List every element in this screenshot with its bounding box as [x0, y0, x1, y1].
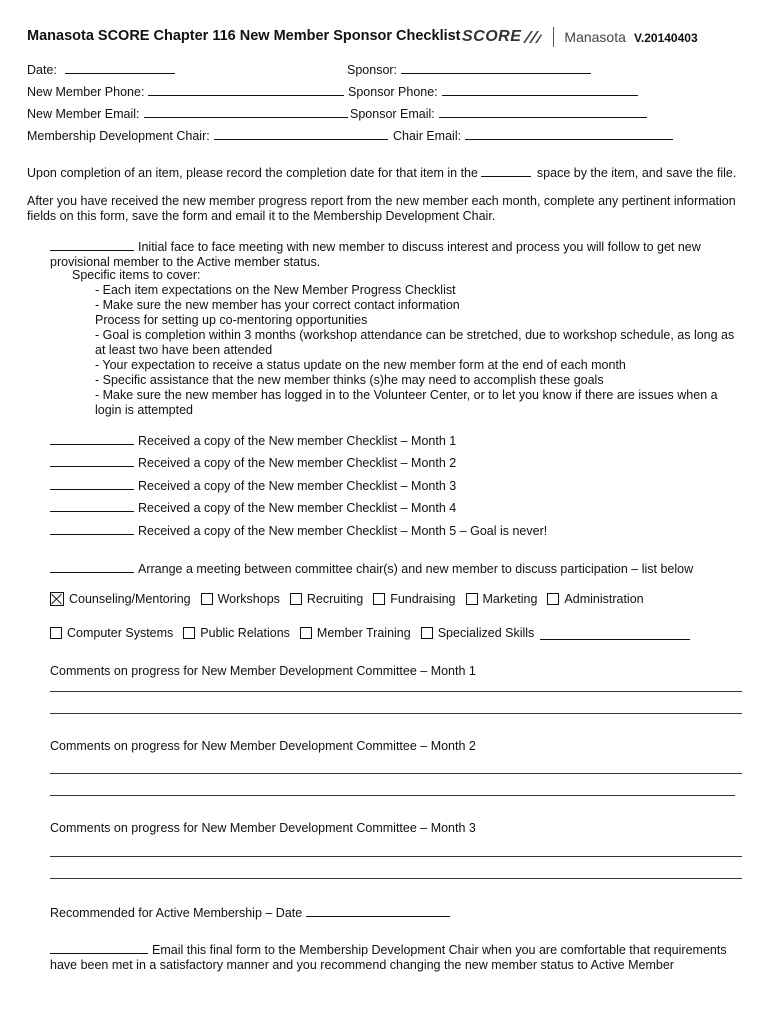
- sponsor-email-label: Sponsor Email:: [350, 107, 435, 121]
- checkbox-label: Member Training: [316, 626, 411, 640]
- recommended-date-line[interactable]: [306, 904, 450, 917]
- comments-month-3-heading: Comments on progress for New Member Development Committee – Month 3: [50, 821, 476, 835]
- checkbox-label: Recruiting: [306, 592, 364, 606]
- comment-line[interactable]: [50, 773, 742, 774]
- checkbox-label: Workshops: [217, 592, 280, 606]
- date-label: Date:: [27, 63, 57, 77]
- final-instruction-text: Email this final form to the Membership Development Chair when you are comfortable that requirements have been met in a satisfactory manner and you recommend changing the new member status to Active Member: [50, 943, 727, 972]
- month-4-date-line[interactable]: [50, 499, 134, 512]
- new-member-email-input-line[interactable]: [144, 105, 348, 118]
- comment-line[interactable]: [50, 856, 742, 857]
- month-5-date-line[interactable]: [50, 522, 134, 535]
- score-logo-wordmark: SCORE: [462, 28, 522, 45]
- new-member-phone-label: New Member Phone:: [27, 85, 145, 99]
- month-3-text: Received a copy of the New member Checklist – Month 3: [138, 479, 457, 493]
- comments-month-1-heading: Comments on progress for New Member Development Committee – Month 1: [50, 664, 476, 678]
- checkbox-public-relations[interactable]: [183, 626, 290, 640]
- date-input-line[interactable]: [65, 61, 175, 74]
- checkbox-member-training[interactable]: [300, 626, 411, 640]
- month-1-text: Received a copy of the New member Checklist – Month 1: [138, 434, 457, 448]
- instruction-1-text-a: Upon completion of an item, please record the completion date for that item in the: [27, 166, 478, 180]
- arrange-meeting-item: [50, 560, 745, 577]
- checkbox-icon[interactable]: [183, 627, 195, 639]
- list-item: - Each item expectations on the New Member Progress Checklist: [95, 283, 456, 297]
- list-item: - Your expectation to receive a status update on the new member form at the end of each month: [95, 358, 626, 372]
- chair-field[interactable]: [27, 127, 388, 143]
- chair-label: Membership Development Chair:: [27, 129, 210, 143]
- chair-input-line[interactable]: [214, 127, 388, 140]
- chapter-logo-text: Manasota: [564, 29, 626, 45]
- sponsor-phone-input-line[interactable]: [442, 83, 638, 96]
- list-item: - Make sure the new member has your correct contact information: [95, 298, 460, 312]
- comments-month-2-heading: Comments on progress for New Member Development Committee – Month 2: [50, 739, 476, 753]
- sponsor-field[interactable]: [347, 61, 591, 77]
- checkbox-icon[interactable]: [300, 627, 312, 639]
- list-item: - Goal is completion within 3 months (workshop attendance can be stretched, due to workshop schedule, as long as at least two have been attended: [95, 328, 735, 357]
- checkbox-icon[interactable]: [373, 593, 385, 605]
- checkbox-label: Computer Systems: [67, 626, 174, 640]
- checkbox-recruiting[interactable]: [290, 592, 363, 606]
- checkbox-specialized-skills[interactable]: [421, 626, 691, 640]
- sponsor-phone-field[interactable]: [348, 83, 638, 99]
- initial-meeting-date-line[interactable]: [50, 238, 134, 251]
- arrange-meeting-date-line[interactable]: [50, 560, 134, 573]
- checkbox-counseling-mentoring[interactable]: [50, 592, 191, 606]
- comment-line[interactable]: [50, 795, 735, 796]
- form-title: Manasota SCORE Chapter 116 New Member Sponsor Checklist: [27, 28, 461, 44]
- month-3-date-line[interactable]: [50, 477, 134, 490]
- instruction-1-text-b: space by the item, and save the file.: [536, 166, 737, 180]
- checkbox-icon[interactable]: [50, 627, 62, 639]
- checkbox-label: Specialized Skills: [437, 626, 535, 640]
- checkbox-workshops[interactable]: [201, 592, 280, 606]
- comment-line[interactable]: [50, 691, 742, 692]
- new-member-email-field[interactable]: [27, 105, 348, 121]
- chair-email-label: Chair Email:: [393, 129, 462, 143]
- arrange-meeting-text: Arrange a meeting between committee chair(s) and new member to discuss participation – list below: [138, 562, 694, 576]
- checked-box-icon[interactable]: [50, 592, 64, 606]
- instruction-paragraph-2: After you have received the new member progress report from the new member each month, complete any pertinent information fields on this form, save the form and email it to the Membership Development Chair.: [27, 194, 736, 223]
- comment-line[interactable]: [50, 878, 742, 879]
- checklist-month-1: [50, 432, 745, 449]
- month-2-date-line[interactable]: [50, 454, 134, 467]
- sponsor-input-line[interactable]: [401, 61, 591, 74]
- checkbox-icon[interactable]: [466, 593, 478, 605]
- month-1-date-line[interactable]: [50, 432, 134, 445]
- comment-line[interactable]: [50, 713, 742, 714]
- month-5-text: Received a copy of the New member Checklist – Month 5 – Goal is never!: [138, 524, 548, 538]
- checklist-month-2: [50, 454, 745, 471]
- new-member-phone-field[interactable]: [27, 83, 344, 99]
- checkbox-administration[interactable]: [547, 592, 643, 606]
- logo-divider: [553, 27, 554, 47]
- checkbox-icon[interactable]: [290, 593, 302, 605]
- new-member-email-label: New Member Email:: [27, 107, 140, 121]
- final-date-line[interactable]: [50, 941, 148, 954]
- sponsor-email-field[interactable]: [350, 105, 647, 121]
- version-label: V.20140403: [634, 31, 698, 45]
- committee-row-1: [50, 592, 654, 606]
- checklist-month-3: [50, 477, 745, 494]
- month-4-text: Received a copy of the New member Checklist – Month 4: [138, 501, 457, 515]
- sample-blank-line: [481, 164, 531, 177]
- committee-row-2: [50, 626, 700, 640]
- chair-email-field[interactable]: [393, 127, 673, 143]
- initial-meeting-item: [50, 238, 745, 270]
- sponsor-phone-label: Sponsor Phone:: [348, 85, 438, 99]
- checkbox-computer-systems[interactable]: [50, 626, 173, 640]
- checkbox-label: Administration: [564, 592, 644, 606]
- score-swoosh-icon: [521, 29, 543, 45]
- checkbox-fundraising[interactable]: [373, 592, 455, 606]
- checkbox-icon[interactable]: [421, 627, 433, 639]
- new-member-phone-input-line[interactable]: [148, 83, 344, 96]
- checkbox-label: Marketing: [482, 592, 538, 606]
- sponsor-label: Sponsor:: [347, 63, 398, 77]
- checkbox-icon[interactable]: [547, 593, 559, 605]
- score-logo: [462, 26, 626, 48]
- month-2-text: Received a copy of the New member Checklist – Month 2: [138, 456, 457, 470]
- initial-meeting-text: Initial face to face meeting with new member to discuss interest and process you will follow to get new provisional member to the Active member status.: [50, 240, 701, 269]
- checklist-month-5: [50, 522, 745, 539]
- checkbox-marketing[interactable]: [466, 592, 538, 606]
- sponsor-email-input-line[interactable]: [439, 105, 647, 118]
- recommended-field[interactable]: [50, 904, 450, 920]
- final-instruction-item: [50, 941, 745, 973]
- specific-items-list: [95, 283, 745, 418]
- specific-items-heading: Specific items to cover:: [72, 268, 201, 282]
- date-field[interactable]: [27, 61, 175, 77]
- checklist-month-4: [50, 499, 745, 516]
- chair-email-input-line[interactable]: [465, 127, 673, 140]
- recommended-label: Recommended for Active Membership – Date: [50, 906, 303, 920]
- list-item: Process for setting up co-mentoring opportunities: [95, 313, 368, 327]
- checkbox-label: Public Relations: [200, 626, 290, 640]
- checkbox-icon[interactable]: [201, 593, 213, 605]
- checkbox-label: Fundraising: [390, 592, 456, 606]
- list-item: - Make sure the new member has logged in to the Volunteer Center, or to let you know if there are issues when a login is attempted: [95, 388, 718, 417]
- list-item: - Specific assistance that the new member thinks (s)he may need to accomplish these goals: [95, 373, 604, 387]
- checkbox-label: Counseling/Mentoring: [69, 592, 191, 606]
- specialized-skills-input-line[interactable]: [540, 627, 690, 640]
- instruction-paragraph-1: [27, 164, 747, 181]
